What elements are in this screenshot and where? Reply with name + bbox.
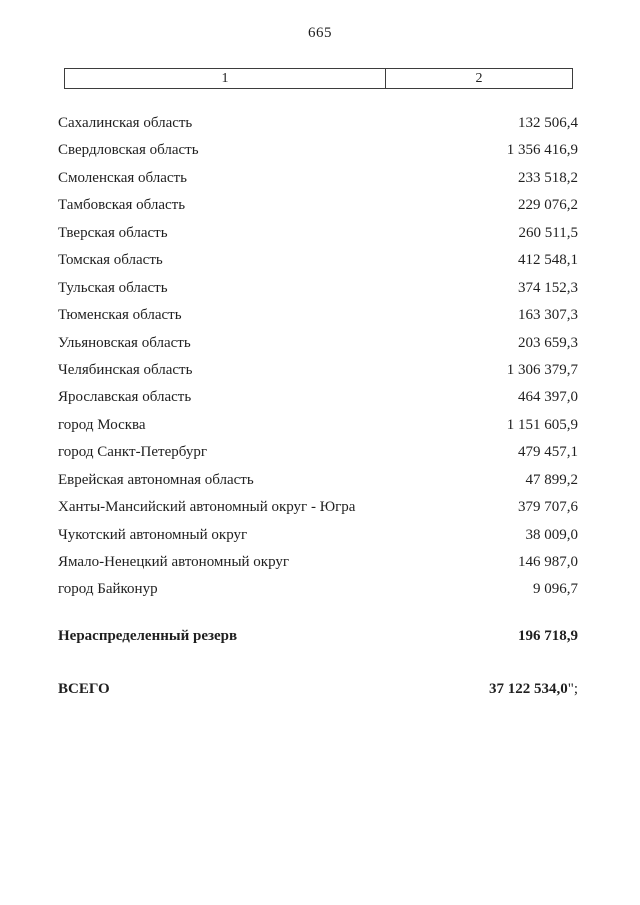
region-value: 379 707,6 xyxy=(518,499,578,516)
table-row xyxy=(58,137,578,164)
total-number: 37 122 534,0 xyxy=(488,681,568,698)
total-suffix: "; xyxy=(567,681,578,698)
table-row xyxy=(58,576,578,603)
region-value: 1 306 379,7 xyxy=(506,361,578,378)
region-label: город Москва xyxy=(58,416,146,433)
table-row xyxy=(58,302,578,329)
table-row xyxy=(58,357,578,384)
region-label: Челябинская область xyxy=(58,361,193,378)
region-value: 1 151 605,9 xyxy=(506,416,578,433)
region-label: Тульская область xyxy=(58,279,168,296)
page-number: 665 xyxy=(308,25,332,41)
reserve-row xyxy=(58,623,578,650)
region-label: Ульяновская область xyxy=(58,334,191,351)
region-value: 163 307,3 xyxy=(518,307,578,324)
column-header-row xyxy=(64,68,573,89)
region-label: Чукотский автономный округ xyxy=(58,526,248,543)
table-row xyxy=(58,439,578,466)
region-label: Томская область xyxy=(58,252,163,269)
region-value: 47 899,2 xyxy=(525,471,578,488)
table-row xyxy=(58,330,578,357)
region-value: 229 076,2 xyxy=(518,197,578,214)
column-header-2: 2 xyxy=(475,70,483,86)
reserve-value: 196 718,9 xyxy=(518,628,578,644)
table-row xyxy=(58,165,578,192)
region-value: 479 457,1 xyxy=(518,444,578,461)
region-value: 233 518,2 xyxy=(518,169,578,186)
region-label: Сахалинская область xyxy=(58,115,193,131)
region-value: 260 511,5 xyxy=(518,224,578,241)
region-value: 1 356 416,9 xyxy=(506,142,578,159)
region-value: 38 009,0 xyxy=(525,526,578,543)
region-value: 146 987,0 xyxy=(518,554,578,570)
region-label: город Санкт-Петербург xyxy=(58,444,207,461)
table-row xyxy=(58,247,578,274)
region-value: 374 152,3 xyxy=(518,279,578,296)
table-row xyxy=(58,412,578,439)
table-row xyxy=(58,220,578,247)
region-value: 412 548,1 xyxy=(518,252,578,269)
total-value xyxy=(489,676,578,703)
table-body xyxy=(58,110,578,604)
table-row xyxy=(58,467,578,494)
region-label: Тамбовская область xyxy=(58,197,186,214)
region-label: Ярославская область xyxy=(58,389,192,406)
region-value: 464 397,0 xyxy=(518,389,578,406)
reserve-label: Нераспределенный резерв xyxy=(58,628,238,644)
region-label: Ханты-Мансийский автономный округ - Югра xyxy=(58,499,356,516)
region-label: город Байконур xyxy=(58,581,158,598)
table-row xyxy=(58,275,578,302)
table-row xyxy=(58,384,578,411)
region-label: Свердловская область xyxy=(58,142,199,159)
region-label: Тюменская область xyxy=(58,307,182,324)
region-value: 203 659,3 xyxy=(518,334,578,351)
table-row xyxy=(58,192,578,219)
total-label: ВСЕГО xyxy=(58,681,110,698)
column-header-1: 1 xyxy=(65,69,386,88)
table-row xyxy=(58,494,578,521)
table-row xyxy=(58,110,578,137)
region-label: Смоленская область xyxy=(58,169,187,186)
summary-section xyxy=(58,623,578,704)
region-label: Еврейская автономная область xyxy=(58,471,254,488)
region-label: Ямало-Ненецкий автономный округ xyxy=(58,554,290,570)
region-value: 9 096,7 xyxy=(533,581,578,598)
table-row xyxy=(58,522,578,549)
region-value: 132 506,4 xyxy=(518,115,578,131)
table-row xyxy=(58,549,578,576)
region-label: Тверская область xyxy=(58,224,168,241)
total-row xyxy=(58,676,578,703)
